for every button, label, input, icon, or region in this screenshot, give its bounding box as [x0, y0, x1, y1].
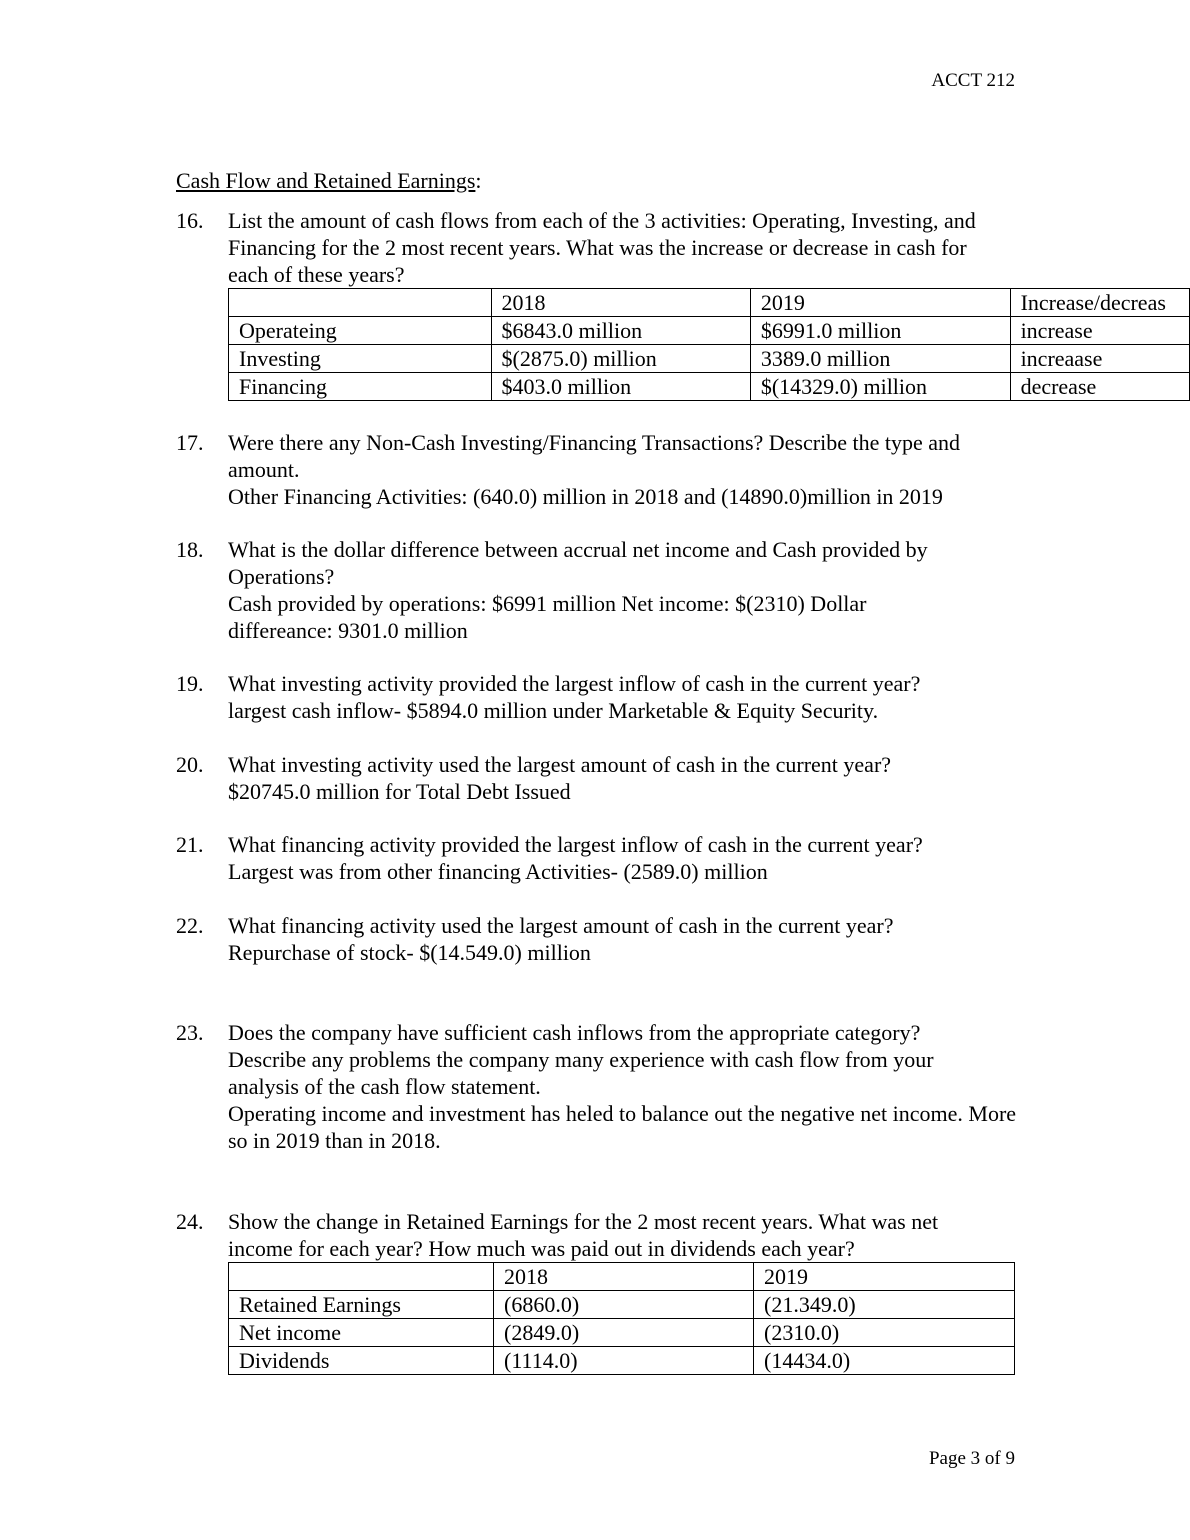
question-number: 23. — [176, 1020, 204, 1045]
table-cell: Dividends — [229, 1347, 494, 1375]
cash-flow-table — [228, 288, 1190, 401]
table-cell: (1114.0) — [494, 1347, 754, 1375]
table-row — [229, 1291, 1015, 1319]
table-header-cell: 2019 — [750, 289, 1010, 317]
table-cell: $403.0 million — [491, 373, 750, 401]
table-cell: $6991.0 million — [750, 317, 1010, 345]
answer-text: Repurchase of stock- $(14.549.0) million — [228, 940, 591, 965]
table-cell: $(2875.0) million — [491, 345, 750, 373]
question-text: Show the change in Retained Earnings for the 2 most recent years. What was net income for each year? How much was paid out in dividends each year? — [228, 1209, 939, 1261]
answer-text: $20745.0 million for Total Debt Issued — [228, 779, 571, 804]
answer-text: Cash provided by operations: $6991 million Net income: $(2310) Dollar differeance: 9301.0 million — [228, 591, 867, 643]
question-text: What investing activity provided the largest inflow of cash in the current year? — [228, 671, 921, 696]
table-header-cell: 2018 — [494, 1263, 754, 1291]
question-23 — [176, 1019, 1016, 1154]
table-row — [229, 373, 1190, 401]
question-16 — [176, 207, 1190, 401]
table-header-row — [229, 1263, 1015, 1291]
table-cell: (14434.0) — [754, 1347, 1015, 1375]
question-text: What investing activity used the largest amount of cash in the current year? — [228, 752, 892, 777]
table-row — [229, 345, 1190, 373]
question-19 — [176, 670, 1016, 724]
page-header: ACCT 212 — [931, 70, 1015, 91]
table-cell: decrease — [1010, 373, 1189, 401]
question-24 — [176, 1208, 1016, 1375]
question-number: 19. — [176, 671, 204, 696]
question-number: 21. — [176, 832, 204, 857]
table-cell: 3389.0 million — [750, 345, 1010, 373]
table-cell: (21.349.0) — [754, 1291, 1015, 1319]
table-cell: $(14329.0) million — [750, 373, 1010, 401]
table-cell: (2849.0) — [494, 1319, 754, 1347]
answer-text: largest cash inflow- $5894.0 million under Marketable & Equity Security. — [228, 698, 879, 723]
question-text: What financing activity provided the largest inflow of cash in the current year? — [228, 832, 923, 857]
question-number: 17. — [176, 430, 204, 455]
question-17 — [176, 429, 1016, 510]
answer-text: Operating income and investment has heled to balance out the negative net income. More so in 2019 than in 2018. — [228, 1101, 1017, 1153]
section-title — [176, 168, 482, 194]
table-header-cell — [229, 1263, 494, 1291]
table-cell: Retained Earnings — [229, 1291, 494, 1319]
question-text: Does the company have sufficient cash inflows from the appropriate category? Describe any problems the company many experience with cash flow from your analysis of the cash flow statement. — [228, 1020, 934, 1099]
question-number: 16. — [176, 208, 204, 233]
question-text: List the amount of cash flows from each of the 3 activities: Operating, Investing, and Financing for the 2 most recent years. What was the increase or decrease in cash for each of these years? — [228, 208, 976, 287]
table-header-cell — [229, 289, 492, 317]
question-number: 18. — [176, 537, 204, 562]
section-title-text: Cash Flow and Retained Earnings — [176, 168, 476, 193]
question-22 — [176, 912, 1016, 966]
section-title-colon: : — [475, 168, 482, 193]
retained-earnings-table — [228, 1262, 1015, 1375]
question-number: 24. — [176, 1209, 204, 1234]
table-row — [229, 1319, 1015, 1347]
table-cell: (6860.0) — [494, 1291, 754, 1319]
table-cell: Investing — [229, 345, 492, 373]
table-cell: increase — [1010, 317, 1189, 345]
table-cell: Net income — [229, 1319, 494, 1347]
question-text: What financing activity used the largest amount of cash in the current year? — [228, 913, 894, 938]
table-cell: Operateing — [229, 317, 492, 345]
table-cell: (2310.0) — [754, 1319, 1015, 1347]
question-20 — [176, 751, 1016, 805]
table-cell: increaase — [1010, 345, 1189, 373]
question-number: 20. — [176, 752, 204, 777]
question-number: 22. — [176, 913, 204, 938]
table-header-cell: 2019 — [754, 1263, 1015, 1291]
table-header-cell: 2018 — [491, 289, 750, 317]
table-cell: Financing — [229, 373, 492, 401]
answer-text: Largest was from other financing Activities- (2589.0) million — [228, 859, 768, 884]
question-21 — [176, 831, 1016, 885]
question-text: Were there any Non-Cash Investing/Financing Transactions? Describe the type and amount. — [228, 430, 960, 482]
question-18 — [176, 536, 1016, 644]
table-header-cell: Increase/decreas — [1010, 289, 1189, 317]
table-cell: $6843.0 million — [491, 317, 750, 345]
page-number: Page 3 of 9 — [928, 1448, 1015, 1469]
table-header-row — [229, 289, 1190, 317]
answer-text: Other Financing Activities: (640.0) million in 2018 and (14890.0)million in 2019 — [228, 484, 943, 509]
table-row — [229, 1347, 1015, 1375]
table-row — [229, 317, 1190, 345]
question-text: What is the dollar difference between accrual net income and Cash provided by Operations? — [228, 537, 928, 589]
